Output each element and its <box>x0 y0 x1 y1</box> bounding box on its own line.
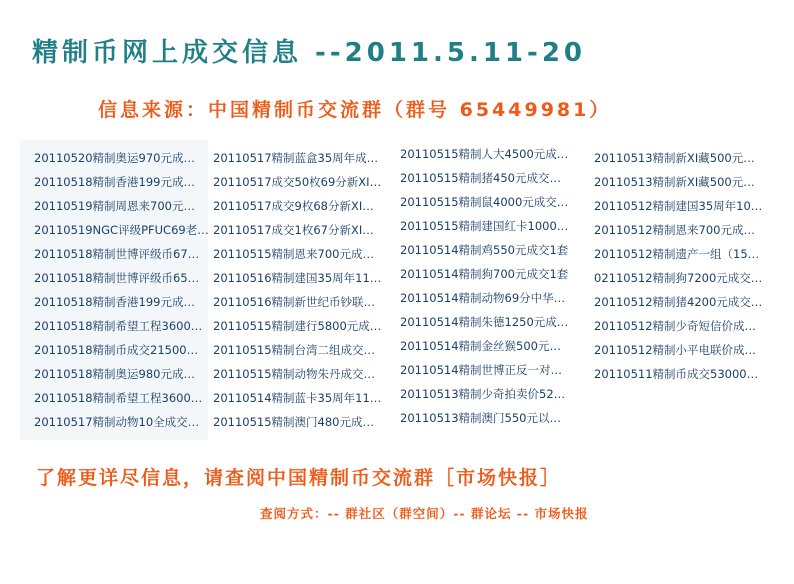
list-item[interactable]: 20110515精制人大4500元成… <box>400 147 569 161</box>
list-item[interactable]: 20110517精制蓝盒35周年成… <box>213 151 379 165</box>
list-item[interactable]: 20110517精制动物10全成交… <box>34 415 200 429</box>
list-item[interactable]: 20110517成交50枚69分新XI… <box>213 175 382 189</box>
list-item[interactable]: 20110518精制世博评级币65… <box>34 271 200 285</box>
deal-column-3 <box>400 142 568 430</box>
deal-column-4 <box>594 146 762 386</box>
list-item[interactable]: 20110515精制动物朱丹成交… <box>213 367 376 381</box>
list-item[interactable]: 20110512精制建国35周年10… <box>594 199 763 213</box>
list-item[interactable]: 20110514精制金丝猴500元… <box>400 339 561 353</box>
list-item[interactable]: 20110517成交9枚68分新XI… <box>213 199 374 213</box>
list-item[interactable]: 20110518精制希望工程3600… <box>34 319 203 333</box>
deal-column-2 <box>213 146 381 434</box>
list-item[interactable]: 20110516精制新世纪币钞联… <box>213 295 376 309</box>
list-item[interactable]: 20110512精制少奇短信价成… <box>594 319 757 333</box>
list-item[interactable]: 20110514精制世博正反一对… <box>400 363 563 377</box>
list-item[interactable]: 20110513精制新XI藏500元… <box>594 151 755 165</box>
list-item[interactable]: 20110511精制币成交53000… <box>594 367 759 381</box>
deal-column-1 <box>34 146 209 434</box>
list-item[interactable]: 02110512精制狗7200元成交… <box>594 271 763 285</box>
list-item[interactable]: 20110514精制狗700元成交1套 <box>400 267 569 281</box>
list-item[interactable]: 20110518精制希望工程3600… <box>34 391 203 405</box>
list-item[interactable]: 20110515精制猪450元成交… <box>400 171 561 185</box>
list-item[interactable]: 20110514精制鸡550元成交1套 <box>400 243 569 257</box>
list-item[interactable]: 20110512精制遗产一组（15… <box>594 247 760 261</box>
list-item[interactable]: 20110515精制台湾二组成交… <box>213 343 376 357</box>
list-item[interactable]: 20110515精制建行5800元成… <box>213 319 382 333</box>
list-item[interactable]: 20110515精制澳门480元成… <box>213 415 374 429</box>
list-item[interactable]: 20110520精制奥运970元成… <box>34 151 195 165</box>
list-item[interactable]: 20110514精制朱德1250元成… <box>400 315 569 329</box>
list-item[interactable]: 20110513精制澳门550元以… <box>400 411 561 425</box>
list-item[interactable]: 20110512精制小平电联价成… <box>594 343 757 357</box>
list-item[interactable]: 20110515精制建国红卡1000… <box>400 219 569 233</box>
info-source: 信息来源：中国精制币交流群（群号 65449981） <box>98 99 612 121</box>
list-item[interactable]: 20110512精制猪4200元成交… <box>594 295 763 309</box>
deal-list <box>20 140 790 440</box>
list-item[interactable]: 20110514精制蓝卡35周年11… <box>213 391 382 405</box>
list-item[interactable]: 20110519精制周恩来700元… <box>34 199 195 213</box>
list-item[interactable]: 20110514精制动物69分中华… <box>400 291 566 305</box>
more-info-notice: 了解更详尽信息，请查阅中国精制币交流群［市场快报］ <box>36 467 562 489</box>
list-item[interactable]: 20110518精制世博评级币67… <box>34 247 200 261</box>
list-item[interactable]: 20110513精制新XI藏500元… <box>594 175 755 189</box>
list-item[interactable]: 20110519NGC评级PFUC69老… <box>34 223 209 237</box>
list-item[interactable]: 20110512精制恩来700元成… <box>594 223 755 237</box>
list-item[interactable]: 20110518精制香港199元成… <box>34 175 195 189</box>
list-item[interactable]: 20110518精制币成交21500… <box>34 343 199 357</box>
list-item[interactable]: 20110518精制奥运980元成… <box>34 367 195 381</box>
page-title: 精制币网上成交信息 --2011.5.11-20 <box>32 38 586 68</box>
list-item[interactable]: 20110515精制恩来700元成… <box>213 247 374 261</box>
access-method: 查阅方式：-- 群社区（群空间）-- 群论坛 -- 市场快报 <box>260 506 589 521</box>
list-item[interactable]: 20110516精制建国35周年11… <box>213 271 382 285</box>
list-item[interactable]: 20110518精制香港199元成… <box>34 295 195 309</box>
list-item[interactable]: 20110515精制鼠4000元成交… <box>400 195 569 209</box>
list-item[interactable]: 20110513精制少奇拍卖价52… <box>400 387 566 401</box>
list-item[interactable]: 20110517成交1枚67分新XI… <box>213 223 374 237</box>
